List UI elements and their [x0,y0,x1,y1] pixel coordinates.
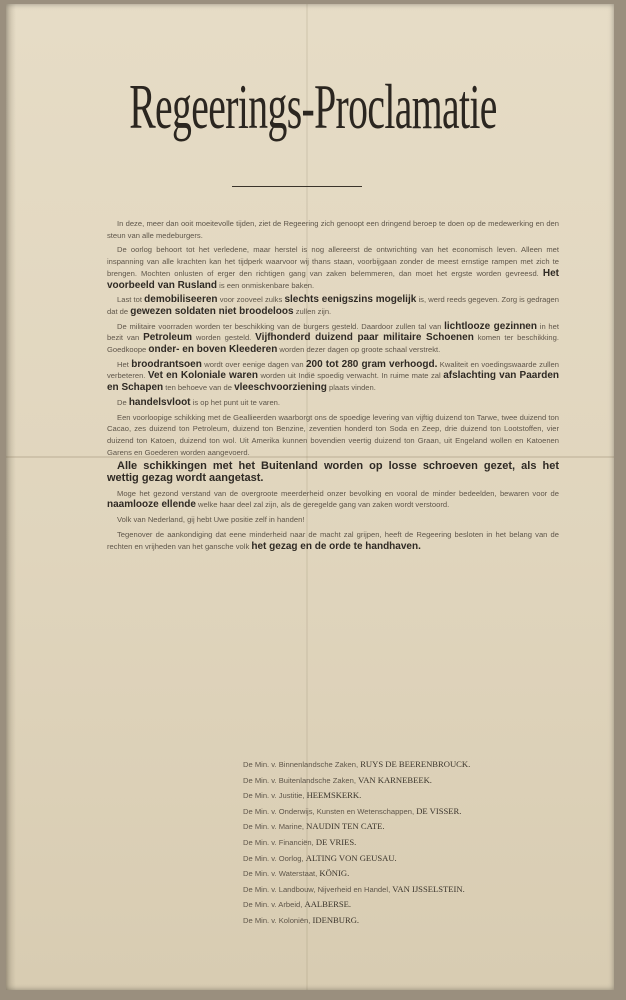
signatory-role: De Min. v. Justitie, [243,791,307,801]
paragraph-text: in het bezit van [107,321,559,343]
signatory [243,913,583,929]
bold-phrase: handelsvloot [128,396,191,408]
paragraph-text: Tegenover de aankondiging dat eene minderheid naar de macht zal grijpen, heeft de Regeering besloten in het belang van de rechten en vrijheden van het gansche volk [107,529,559,551]
bold-phrase: vleeschvoorziening [234,382,327,394]
bold-phrase: Petroleum [143,332,192,344]
signatory [243,866,583,882]
paragraph-text: worden gesteld. [191,333,256,343]
paragraph-text: is een onmiskenbare baken. [217,280,315,290]
paragraph-text: worden uit Indië spoedig verwacht. In ruime mate zal [257,371,444,381]
bold-phrase: demobiliseeren [144,294,218,306]
signatory-name: AALBERSE. [304,899,352,910]
paragraph [107,244,559,291]
paragraph-text: Last tot [117,295,145,305]
signatories-list [243,757,583,929]
bold-phrase: lichtlooze gezinnen [444,320,537,332]
bold-phrase: gewezen soldaten niet broodeloos [130,305,294,317]
signatory-name: KÖNIG. [319,868,350,879]
bold-phrase: onder- en boven Kleederen [148,344,278,356]
signatory [243,851,583,867]
signatory-role: De Min. v. Buitenlandsche Zaken, [243,775,359,785]
signatory-role: De Min. v. Koloniën, [243,915,313,925]
signatory [243,819,583,835]
signatory [243,804,583,820]
signatory [243,835,583,851]
signatory [243,882,583,898]
signatory [243,757,583,773]
signatory-role: De Min. v. Oorlog, [243,853,306,863]
paragraph-text: welke haar deel zal zijn, als de geregelde gang van zaken wordt verstoord. [195,500,450,510]
paragraph [107,514,559,526]
paragraph [107,529,559,552]
bold-phrase: Het voorbeeld van Rusland [107,267,559,291]
bold-phrase: naamlooze ellende [107,499,196,511]
signatory-role: De Min. v. Binnenlandsche Zaken, [243,760,361,769]
paragraph-text: De militaire voorraden worden ter beschikking van de burgers gesteld. Daardoor zullen tal van [117,321,445,331]
signatory-role: De Min. v. Onderwijs, Kunsten en Wetenschappen, [243,806,417,816]
bold-phrase: slechts eenigszins mogelijk [284,294,417,306]
signatory-name: HEEMSKERK. [306,790,362,801]
signatory-name: NAUDIN TEN CATE. [306,821,385,832]
paragraph [107,397,559,409]
paragraph-text: De oorlog behoort tot het verledene, maar herstel is nog allereerst de ontwrichting van het economisch leven. Alleen met inspanning van alle krachten kan het tijdperk waarvoor wij thans staan, voorbijgaan zonder de meest ernstige rampen met zich te brengen. Mochten onlusten of erger den richtigen gang van zaken belemmeren, dan moet het ergste worden gevreesd. [107,245,559,278]
signatory [243,897,583,913]
signatory-name: IDENBURG. [312,914,360,925]
proclamation-title: Regeerings-Proclamatie [129,71,497,142]
paragraph-text: In deze, meer dan ooit moeitevolle tijden, ziet de Regeering zich genoopt een dringend beroep te doen op de medewerking en den steun van alle medeburgers. [107,219,559,240]
bold-statement: Alle schikkingen met het Buitenland worden op losse schroeven gezet, als het wettig gezag wordt aangetast. [107,460,559,485]
paragraph-text: De [117,397,129,407]
paragraph [107,359,559,394]
signatory-name: DE VRIES. [315,836,357,847]
signatory-role: De Min. v. Financiën, [243,837,316,847]
bold-phrase: Vet en Koloniale waren [147,370,258,382]
signatory-role: De Min. v. Marine, [243,822,307,832]
paragraph [107,412,559,459]
paragraph-text: zullen zijn. [293,306,332,316]
bold-phrase: 200 tot 280 gram verhoogd. [305,358,438,370]
paragraph [107,461,559,484]
title-rule [232,186,362,187]
paragraph-text: Volk van Nederland, gij hebt Uwe positie zelf in handen! [117,515,305,525]
signatory-name: VAN IJSSELSTEIN. [392,883,465,894]
paragraph-text: ten behoeve van de [163,383,235,393]
signatory-role: De Min. v. Waterstaat, [243,869,320,879]
bold-phrase: Vijfhonderd duizend paar militaire Schoenen [255,332,474,344]
bold-phrase: het gezag en de orde te handhaven. [251,540,421,552]
signatory-role: De Min. v. Landbouw, Nijverheid en Handel, [243,884,393,894]
bold-phrase: afslachting van Paarden en Schapen [107,370,559,394]
paper-edge-shadow [6,4,16,990]
paragraph [107,488,559,511]
paragraph-text: komen ter beschikking. Goedkoope [107,333,559,355]
signatory-role: De Min. v. Arbeid, [243,900,305,910]
paragraph [107,294,559,317]
paragraph-text: voor zooveel zulks [217,295,285,305]
paragraph-text: Een voorloopige schikking met de Geallieerden waarborgt ons de spoedige levering van vijftig duizend ton Tarwe, twee duizend ton Cacao, zes duizend ton Petroleum, duizend ton Benzine, zeventien honderd ton Soda en Zeep, drie duizend ton Lootstoffen, vier duizend ton Katoen, duizend ton wol. Uit Amerika kunnen bovendien veertig duizend ton Graan, uit Engeland wollen en Katoenen Garens en Goederen worden aangevoerd. [107,412,559,457]
bold-phrase: broodrantsoen [131,358,202,370]
paragraph-text: plaats vinden. [326,383,376,393]
paragraph-text: is, werd reeds gegeven. Zorg is gedragen dat de [107,295,559,316]
paragraph-text: worden dezer dagen op groote schaal verstrekt. [277,345,441,355]
signatory-name: ALTING VON GEUSAU. [305,852,397,863]
paragraph-text: Kwaliteit en voedingswaarde zullen verbeteren. [107,359,559,381]
paragraph-text: is op het punt uit te varen. [190,397,281,407]
proclamation-body [107,218,559,555]
signatory [243,788,583,804]
paragraph-text: wordt over eenige dagen van [201,359,306,369]
paragraph [107,321,559,356]
paragraph-text: Het [117,359,132,369]
signatory-name: VAN KARNEBEEK. [358,774,432,785]
signatory-name: DE VISSER. [416,805,462,816]
paragraph-text: Moge het gezond verstand van de overgroote meerderheid onzer bevolking en vooral de minder bedeelden, bewaren voor de [117,488,559,498]
signatory [243,773,583,789]
paragraph [107,218,559,241]
signatory-name: RUYS DE BEERENBROUCK. [360,759,471,769]
